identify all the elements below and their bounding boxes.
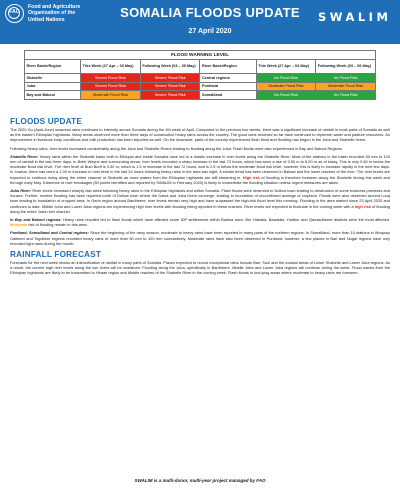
risk-cell: No Flood Risk	[256, 91, 316, 100]
col-header-river-left: River Basin/Region	[25, 60, 81, 74]
table-row	[25, 74, 376, 83]
punt-lead: Puntland, Somaliland and Central regions:	[10, 230, 89, 236]
rainfall-paragraph: Forecasts for the next week shows an intensification of rainfall in many parts of Somalia. Places expected to record exceptional rains include Bari, Sool and the coastal areas of Lower Shabelle and Lower Juba regions. As a result, the current high river levels along the two rivers will be sustained. Flooding along the Juba, specifically in Bardheere, Middle Juba and Lower Juba regions will continue during the week. Flood waves from the Ethiopian highlands are likely to be transmitted to Hiraan region and Middle reaches of the Shabelle River in the coming week. Flash floods in low-lying areas where moderate to heavy rains are foreseen.	[10, 260, 390, 276]
northern-regions-paragraph	[10, 230, 390, 246]
juba-text-b: of flooding along the entire Juba river channel.	[10, 203, 391, 214]
river-levels-paragraph: Following heavy rains, river levels increased considerably along the Juba and Shabelle Rivers leading to flooding along the Juba. Flash floods were also experienced in Bay and Bakool Regions.	[10, 145, 343, 151]
risk-cell: Severe Flood Risk	[81, 74, 141, 83]
report-date: 27 April 2020	[188, 28, 232, 35]
risk-cell: Severe Flood Risk	[140, 74, 200, 83]
shabelle-lead: Shabelle River:	[10, 153, 39, 159]
shabelle-text-a: Heavy rains within the Shabelle basin both in Ethiopia and inside Somalia have led to a drastic increase in river levels along the Shabelle River. Most of the stations in the basin recorded 50 mm to 100 mm of rainfall in the last three days. In Belet Weyne and surrounding areas, river levels recorded a sharp increase in the last 72 hours, which has seen a rise of 3.50 m to 6.00 m as of today. This is only 0.50 m below the moderate flood risk level. The river level at Bulo Burti is 3.50 m, which is 1.5 m increase in the last 72 hours, and is 2.5 m below the moderate flood risk level; however, this is likely to increase rapidly in the next few days. In Jowhar, there has been a 1.00 m increase in river level in the last 24 hours following heavy rains in the area last night. A similar trend has been observed in Balcad and the lower reaches of the river. The river levels are expected to continue rising along the entire channel of Shabelle as more waters from the Ethiopian highlands are still streaming in.	[10, 153, 390, 180]
organization-name	[28, 4, 120, 23]
flood-warning-table	[24, 50, 376, 100]
juba-high-risk: high risk	[354, 203, 371, 209]
shabelle-text-b: of flooding is therefore foreseen along the Shabelle during this week and through early May. Existence of river breakages (50 points identified and reported by SWALIM in February 2020) is likely to exacerbate the flooding situation unless urgent measures are taken.	[10, 174, 390, 185]
report-header	[0, 0, 400, 44]
col-header-following-week-left: Following Week (03 – 09 May)	[140, 60, 200, 74]
risk-cell: Moderate Flood Risk	[256, 82, 316, 91]
col-header-following-week-right: Following Week (03 – 09 May)	[316, 60, 376, 74]
org-line-2: Organization of the	[28, 10, 76, 17]
river-name: Shabelle	[25, 74, 81, 83]
intro-paragraph: The 2020 Gu (April-June) seasonal rains continued to intensify across Somalia during the 4th week of April. Compared to the previous two weeks, there was a significant increase of rainfall in most parts of Somalia as well as the eastern Ethiopian highlands. Many areas observed more than three days of consecutive heavy rains across the country. The good rains received so far have continued to replenish water and pasture resources. An improvement in livestock body conditions and milk production has been reported as well. On the downside, parts of the country experienced flash flood and flooding has begun in the Juba and Shabelle rivers.	[10, 127, 390, 143]
juba-lead: Juba River:	[10, 188, 32, 194]
region-name: Somaliland	[200, 91, 256, 100]
col-header-river-right: River Basin/Region	[200, 60, 256, 74]
river-name: Juba	[25, 82, 81, 91]
floods-update-heading: FLOODS UPDATE	[10, 117, 83, 126]
bay-lead: In Bay and Bakool regions:	[10, 217, 62, 223]
juba-paragraph	[10, 188, 390, 214]
rainfall-forecast-heading: RAINFALL FORECAST	[10, 250, 102, 260]
warning-table-title: FLOOD WARNING LEVEL	[25, 51, 376, 60]
report-title: SOMALIA FLOODS UPDATE	[120, 5, 300, 20]
juba-text-a: River levels increased sharply last week following heavy rains in the Ethiopian highlands and within Somalia. Flash floods were observed in Dollow town leading to destruction of some business premises and houses. Further, riverine flooding has been reported north of Dollow town where the Dawa and Juba rivers converge, leading to inundation of unconfirmed acreage of cropland. Floods were also observed around Luuq town leading to inundation of cropped area. In Gedo region around Bardheere, river levels remain very high and have surpassed the high-risk flood level this morning. Flooding in the area started since 23 April 2020 and continues to date. Middle Juba and Lower Juba regions are experiencing high river levels with flooding being reported in these reaches. River levels are expected to fluctuate in the coming week with a	[10, 188, 390, 209]
risk-cell: Severe Flood Risk	[140, 82, 200, 91]
col-header-this-week-left: This Week (27 Apr – 03 May)	[81, 60, 141, 74]
risk-cell: Moderate Flood Risk	[81, 91, 141, 100]
bay-text-a: Heavy rains resulted led to flash floods which have affected some IDP settlements within Baidoa town. Bur Hakaba, Baardale, Hudhur and Qansadheere districts were the most affected.	[61, 217, 390, 223]
shabelle-paragraph	[10, 154, 390, 185]
shabelle-high-risk: High risk	[242, 174, 260, 180]
region-name: Puntland	[200, 82, 256, 91]
bay-text-b: risk of flooding remain in this area.	[27, 222, 88, 228]
risk-cell: No Flood Risk	[256, 74, 316, 83]
table-row	[25, 82, 376, 91]
risk-cell: No Flood Risk	[316, 74, 376, 83]
col-header-this-week-right: This Week (27 Apr – 03 May)	[256, 60, 316, 74]
swalim-logo: SWALIM	[318, 10, 392, 24]
bay-moderate-risk: Moderate	[10, 222, 28, 228]
risk-cell: Severe Flood Risk	[140, 91, 200, 100]
fao-logo-icon	[5, 4, 24, 23]
table-row	[25, 91, 376, 100]
org-line-1: Food and Agriculture	[28, 4, 81, 10]
risk-cell: Severe Flood Risk	[81, 82, 141, 91]
region-name: Central regions	[200, 74, 256, 83]
punt-text: Since the beginning of the rainy season, moderate to heavy rains have been reported in many parts of the northern regions. In Somaliland, more than 10 stations in Woqooyi Galbeed and Togdheer regions recorded heavy rains of more than 50 mm to 100 mm cumulatively. Moderate rains have also been observed in Puntland; however, a few places in Bari and Nugal regions have only recorded light rains during the month.	[10, 230, 390, 246]
risk-cell: No Flood Risk	[316, 91, 376, 100]
report-body	[10, 117, 390, 279]
river-name: Bay and Bakool	[25, 91, 81, 100]
risk-cell: Moderate Flood Risk	[316, 82, 376, 91]
fao-logo-text: FAO	[9, 9, 20, 15]
footer-note: SWALIM is a multi-donor, multi-year project managed by FAO	[134, 478, 266, 483]
bay-bakool-paragraph	[10, 217, 390, 227]
org-line-3: United Nations	[28, 16, 65, 23]
